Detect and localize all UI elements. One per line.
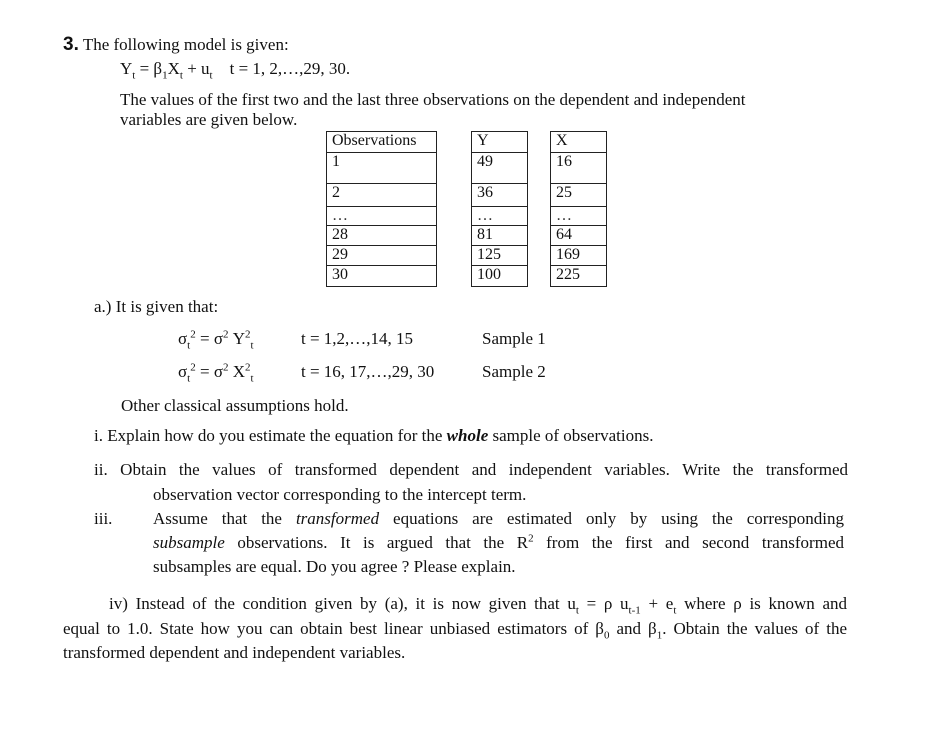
item-iii-line2: subsample observations. It is argued that the $R^2$ from the first and second transformed — [153, 532, 844, 552]
iii-l1-italic: transformed — [295, 509, 380, 528]
table-row — [327, 153, 607, 184]
iv-l1-a: iv) Instead of the condition given by (a), it is now given that u — [109, 594, 576, 613]
iv-l1-b: where ρ is known and — [676, 594, 848, 613]
item-iv-line2: equal to 1.0. State how you can obtain best linear unbiased estimators of $\beta_0$ and $\beta_1$. Obtain the values of the — [63, 619, 847, 642]
cell-x: 225 — [551, 266, 607, 287]
iii-l1-b: equations are estimated only by using the corresponding — [379, 509, 844, 528]
values-paragraph: The values of the first two and the last three observations on the dependent and independent variables are given below. — [120, 90, 746, 129]
other-assumptions: Other classical assumptions hold. — [121, 396, 349, 415]
condition-1-range: t = 1,2,…,14, 15 — [301, 329, 414, 348]
cell-obs: … — [327, 207, 437, 226]
table-row — [327, 226, 607, 246]
item-i-bold: whole — [446, 426, 489, 445]
model-equation: $Y_t = \beta_1X_t + u_t$ t = 1, 2,…,29, 30. — [120, 59, 351, 82]
item-ii-line2: observation vector corresponding to the intercept term. — [153, 485, 527, 504]
table-row — [327, 246, 607, 266]
cell-obs: 28 — [327, 226, 437, 246]
header-y: Y — [472, 132, 528, 153]
question-intro: The following model is given: — [82, 35, 289, 54]
item-i-text-a: i. Explain how do you estimate the equation for the — [94, 426, 447, 445]
question-number: 3. — [63, 34, 79, 55]
cell-obs: 1 — [327, 153, 437, 184]
cell-obs: 30 — [327, 266, 437, 287]
item-i — [94, 425, 653, 447]
item-iii-line3: subsamples are equal. Do you agree ? Please explain. — [153, 557, 516, 576]
iii-l1-a: Assume that the — [153, 509, 296, 528]
cell-x: … — [551, 207, 607, 226]
item-iii-label: iii. — [94, 509, 113, 528]
condition-1-formula: $\sigma_t^2 = \sigma^2$ $Y^2_t$ — [178, 328, 254, 352]
iv-l2-b: and β — [609, 619, 657, 638]
header-observations: Observations — [327, 132, 437, 153]
item-i-text-b: sample of observations. — [488, 426, 654, 445]
cell-y: 49 — [472, 153, 528, 184]
header-x: X — [551, 132, 607, 153]
iii-l2-a: observations. It is argued that the R — [224, 533, 529, 552]
cell-y: 36 — [472, 184, 528, 207]
part-a-label: a.) It is given that: — [94, 297, 219, 316]
iv-l2-a: equal to 1.0. State how you can obtain best linear unbiased estimators of β — [63, 619, 604, 638]
table-row — [327, 266, 607, 287]
item-iii-line1 — [153, 508, 844, 530]
item-iv-line1: iv) Instead of the condition given by (a), it is now given that $u_t = \rho$ $u_{t-1} + e_t$ where ρ is known and — [109, 594, 848, 617]
iii-l2-b: from the first and second transformed — [533, 533, 844, 552]
model-range: t = 1, 2,…,29, 30. — [229, 59, 351, 78]
cell-y: 81 — [472, 226, 528, 246]
cell-x: 169 — [551, 246, 607, 266]
table-header-row — [327, 132, 607, 153]
cell-obs: 2 — [327, 184, 437, 207]
cell-y: 125 — [472, 246, 528, 266]
condition-1-sample: Sample 1 — [482, 329, 546, 348]
condition-2-sample: Sample 2 — [482, 362, 546, 381]
table-row — [327, 184, 607, 207]
iii-l2-italic: subsample — [153, 533, 225, 552]
cell-x: 25 — [551, 184, 607, 207]
condition-2-formula: $\sigma_t^2 = \sigma^2$ $X^2_t$ — [178, 361, 254, 385]
cell-obs: 29 — [327, 246, 437, 266]
cell-y: … — [472, 207, 528, 226]
model-left: Y — [120, 59, 133, 78]
cell-y: 100 — [472, 266, 528, 287]
item-iv-line3: transformed dependent and independent variables. — [63, 643, 406, 662]
observations-table — [326, 131, 607, 287]
cell-x: 16 — [551, 153, 607, 184]
table-row — [327, 207, 607, 226]
iv-l2-c: . Obtain the values of the — [662, 619, 847, 638]
question-header — [63, 34, 289, 56]
cell-x: 64 — [551, 226, 607, 246]
item-ii-line1: ii. Obtain the values of transformed dependent and independent variables. Write the transformed — [94, 460, 848, 479]
condition-2-range: t = 16, 17,…,29, 30 — [301, 362, 435, 381]
